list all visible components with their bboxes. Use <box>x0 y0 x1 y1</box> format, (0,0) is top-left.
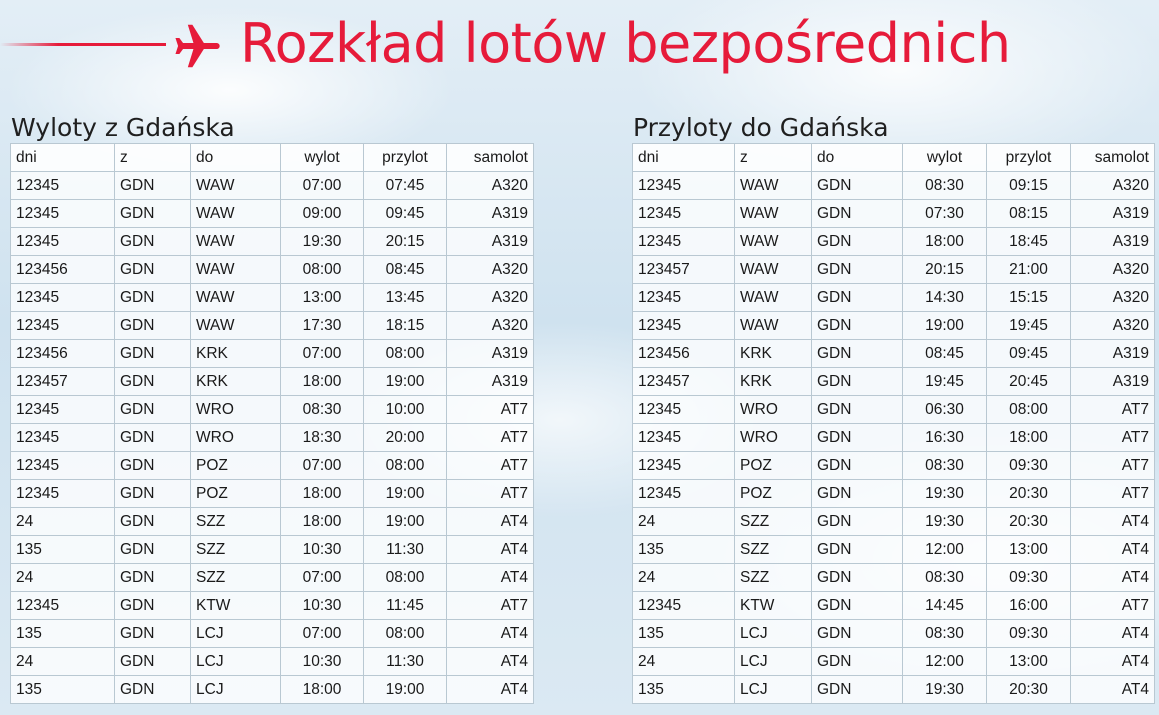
cell-to: GDN <box>812 200 903 228</box>
table-header-row <box>633 144 1155 172</box>
table-row <box>11 312 534 340</box>
cell-from: KRK <box>735 368 812 396</box>
cell-aircraft: AT7 <box>447 592 534 620</box>
cell-days: 12345 <box>11 228 115 256</box>
cell-to: WAW <box>191 228 281 256</box>
table-row <box>633 256 1155 284</box>
cell-aircraft: A320 <box>447 256 534 284</box>
cell-arrival: 08:15 <box>987 200 1071 228</box>
cell-departure: 19:45 <box>903 368 987 396</box>
cell-aircraft: A319 <box>1071 340 1155 368</box>
cell-departure: 18:00 <box>903 228 987 256</box>
cell-arrival: 09:30 <box>987 452 1071 480</box>
cell-to: WAW <box>191 200 281 228</box>
cell-departure: 08:30 <box>903 452 987 480</box>
column-header-days: dni <box>633 144 735 172</box>
cell-days: 123456 <box>11 256 115 284</box>
cell-aircraft: A319 <box>1071 228 1155 256</box>
table-row <box>633 508 1155 536</box>
cell-aircraft: AT4 <box>1071 536 1155 564</box>
cell-to: GDN <box>812 592 903 620</box>
cell-to: LCJ <box>191 648 281 676</box>
table-row <box>633 592 1155 620</box>
cell-aircraft: A320 <box>447 172 534 200</box>
cell-from: WAW <box>735 172 812 200</box>
cell-days: 123456 <box>633 340 735 368</box>
cell-departure: 10:30 <box>281 536 364 564</box>
cell-from: WRO <box>735 424 812 452</box>
cell-departure: 07:00 <box>281 340 364 368</box>
cell-aircraft: AT7 <box>1071 424 1155 452</box>
cell-arrival: 07:45 <box>364 172 447 200</box>
cell-arrival: 20:00 <box>364 424 447 452</box>
cell-to: GDN <box>812 648 903 676</box>
cell-arrival: 13:00 <box>987 648 1071 676</box>
cell-to: GDN <box>812 508 903 536</box>
arrivals-title: Przyloty do Gdańska <box>633 113 889 142</box>
cell-arrival: 20:30 <box>987 480 1071 508</box>
cell-arrival: 11:45 <box>364 592 447 620</box>
table-header-row <box>11 144 534 172</box>
cell-aircraft: AT4 <box>1071 676 1155 704</box>
cell-departure: 07:00 <box>281 172 364 200</box>
cell-departure: 08:30 <box>903 620 987 648</box>
cell-to: GDN <box>812 452 903 480</box>
cell-departure: 19:30 <box>281 228 364 256</box>
cell-arrival: 20:15 <box>364 228 447 256</box>
airplane-icon <box>172 20 224 72</box>
cell-departure: 10:30 <box>281 592 364 620</box>
cell-days: 12345 <box>11 312 115 340</box>
cell-days: 12345 <box>11 452 115 480</box>
cell-days: 24 <box>633 508 735 536</box>
column-header-arrival: przylot <box>364 144 447 172</box>
cell-to: GDN <box>812 172 903 200</box>
cell-days: 135 <box>633 536 735 564</box>
cell-days: 24 <box>11 508 115 536</box>
cell-from: GDN <box>115 592 191 620</box>
cell-days: 12345 <box>11 480 115 508</box>
cell-arrival: 21:00 <box>987 256 1071 284</box>
cell-departure: 13:00 <box>281 284 364 312</box>
column-header-departure: wylot <box>903 144 987 172</box>
cell-aircraft: A320 <box>447 284 534 312</box>
cell-from: WAW <box>735 284 812 312</box>
cell-days: 12345 <box>633 396 735 424</box>
table-row <box>11 536 534 564</box>
cell-arrival: 11:30 <box>364 536 447 564</box>
table-row <box>633 172 1155 200</box>
table-row <box>11 228 534 256</box>
column-header-arrival: przylot <box>987 144 1071 172</box>
table-row <box>11 340 534 368</box>
cell-days: 12345 <box>633 592 735 620</box>
cell-to: GDN <box>812 312 903 340</box>
cell-departure: 18:00 <box>281 676 364 704</box>
cell-to: LCJ <box>191 620 281 648</box>
cell-days: 135 <box>11 676 115 704</box>
departures-title: Wyloty z Gdańska <box>11 113 235 142</box>
cell-from: KTW <box>735 592 812 620</box>
cell-arrival: 16:00 <box>987 592 1071 620</box>
table-row <box>11 172 534 200</box>
cell-departure: 08:45 <box>903 340 987 368</box>
cell-to: POZ <box>191 480 281 508</box>
cell-from: GDN <box>115 228 191 256</box>
cell-arrival: 20:30 <box>987 676 1071 704</box>
table-row <box>11 256 534 284</box>
cell-from: POZ <box>735 480 812 508</box>
cell-days: 123457 <box>11 368 115 396</box>
table-row <box>11 396 534 424</box>
cell-arrival: 13:45 <box>364 284 447 312</box>
cell-aircraft: A319 <box>1071 200 1155 228</box>
cell-to: WRO <box>191 396 281 424</box>
cell-from: GDN <box>115 508 191 536</box>
cell-arrival: 18:45 <box>987 228 1071 256</box>
cell-from: WAW <box>735 256 812 284</box>
cell-arrival: 19:00 <box>364 508 447 536</box>
cell-to: GDN <box>812 676 903 704</box>
cell-days: 12345 <box>633 424 735 452</box>
cell-aircraft: AT7 <box>1071 396 1155 424</box>
cell-departure: 17:30 <box>281 312 364 340</box>
cell-days: 135 <box>11 536 115 564</box>
table-row <box>11 200 534 228</box>
cell-departure: 14:45 <box>903 592 987 620</box>
column-header-to: do <box>812 144 903 172</box>
table-row <box>11 648 534 676</box>
cell-from: WAW <box>735 200 812 228</box>
cell-to: SZZ <box>191 536 281 564</box>
cell-arrival: 09:30 <box>987 564 1071 592</box>
cell-arrival: 09:45 <box>364 200 447 228</box>
cell-to: WAW <box>191 312 281 340</box>
arrivals-table <box>632 143 1155 704</box>
cell-from: KRK <box>735 340 812 368</box>
cell-from: GDN <box>115 396 191 424</box>
cell-aircraft: AT4 <box>447 564 534 592</box>
cell-to: GDN <box>812 564 903 592</box>
cell-days: 12345 <box>633 200 735 228</box>
cell-aircraft: AT4 <box>447 620 534 648</box>
table-row <box>633 340 1155 368</box>
cell-aircraft: A319 <box>447 228 534 256</box>
cell-departure: 08:30 <box>903 172 987 200</box>
cell-to: GDN <box>812 284 903 312</box>
cell-arrival: 08:00 <box>364 620 447 648</box>
cell-to: GDN <box>812 620 903 648</box>
table-row <box>633 620 1155 648</box>
cell-to: KTW <box>191 592 281 620</box>
cell-aircraft: A319 <box>447 200 534 228</box>
cell-departure: 06:30 <box>903 396 987 424</box>
cell-to: SZZ <box>191 564 281 592</box>
table-row <box>633 396 1155 424</box>
cell-arrival: 08:00 <box>364 452 447 480</box>
cell-aircraft: AT7 <box>1071 480 1155 508</box>
cell-to: WAW <box>191 256 281 284</box>
cell-from: GDN <box>115 536 191 564</box>
cell-to: WRO <box>191 424 281 452</box>
cell-days: 12345 <box>633 228 735 256</box>
cell-days: 12345 <box>633 452 735 480</box>
cell-aircraft: AT4 <box>447 536 534 564</box>
cell-to: GDN <box>812 228 903 256</box>
cell-departure: 08:30 <box>903 564 987 592</box>
table-row <box>633 368 1155 396</box>
cell-departure: 07:30 <box>903 200 987 228</box>
table-row <box>11 564 534 592</box>
cell-from: LCJ <box>735 620 812 648</box>
table-row <box>11 368 534 396</box>
cell-departure: 19:30 <box>903 480 987 508</box>
departures-section <box>10 113 534 704</box>
cell-from: LCJ <box>735 648 812 676</box>
cell-departure: 09:00 <box>281 200 364 228</box>
table-row <box>11 424 534 452</box>
cell-to: GDN <box>812 424 903 452</box>
table-row <box>11 480 534 508</box>
cell-aircraft: AT4 <box>447 676 534 704</box>
cell-departure: 07:00 <box>281 564 364 592</box>
table-row <box>11 676 534 704</box>
column-header-to: do <box>191 144 281 172</box>
cell-from: SZZ <box>735 508 812 536</box>
cell-aircraft: A319 <box>447 368 534 396</box>
cell-arrival: 19:45 <box>987 312 1071 340</box>
page-title: Rozkład lotów bezpośrednich <box>240 12 1011 75</box>
cell-from: GDN <box>115 452 191 480</box>
cell-arrival: 13:00 <box>987 536 1071 564</box>
cell-from: GDN <box>115 564 191 592</box>
cell-to: WAW <box>191 172 281 200</box>
cell-from: WAW <box>735 228 812 256</box>
cell-from: GDN <box>115 648 191 676</box>
cell-days: 24 <box>633 564 735 592</box>
cell-aircraft: A320 <box>447 312 534 340</box>
cell-days: 24 <box>11 648 115 676</box>
table-row <box>11 284 534 312</box>
cell-from: GDN <box>115 340 191 368</box>
cell-departure: 10:30 <box>281 648 364 676</box>
cell-departure: 08:00 <box>281 256 364 284</box>
column-header-aircraft: samolot <box>447 144 534 172</box>
page-header <box>0 0 1159 95</box>
cell-from: GDN <box>115 480 191 508</box>
cell-arrival: 09:30 <box>987 620 1071 648</box>
column-header-aircraft: samolot <box>1071 144 1155 172</box>
table-row <box>633 228 1155 256</box>
cell-to: GDN <box>812 368 903 396</box>
table-row <box>633 424 1155 452</box>
cell-to: POZ <box>191 452 281 480</box>
cell-to: GDN <box>812 396 903 424</box>
column-header-from: z <box>735 144 812 172</box>
table-row <box>633 284 1155 312</box>
cell-arrival: 20:45 <box>987 368 1071 396</box>
cell-to: SZZ <box>191 508 281 536</box>
cell-departure: 07:00 <box>281 452 364 480</box>
cell-aircraft: A319 <box>1071 368 1155 396</box>
column-header-departure: wylot <box>281 144 364 172</box>
cell-arrival: 20:30 <box>987 508 1071 536</box>
table-row <box>11 592 534 620</box>
table-row <box>11 508 534 536</box>
cell-to: GDN <box>812 256 903 284</box>
table-row <box>11 452 534 480</box>
cell-days: 12345 <box>633 312 735 340</box>
cell-arrival: 10:00 <box>364 396 447 424</box>
table-row <box>633 536 1155 564</box>
cell-aircraft: AT7 <box>447 396 534 424</box>
cell-departure: 12:00 <box>903 648 987 676</box>
cell-arrival: 19:00 <box>364 480 447 508</box>
cell-days: 24 <box>633 648 735 676</box>
cell-departure: 20:15 <box>903 256 987 284</box>
table-row <box>11 620 534 648</box>
cell-days: 12345 <box>11 396 115 424</box>
cell-aircraft: AT7 <box>447 452 534 480</box>
cell-aircraft: A320 <box>1071 256 1155 284</box>
cell-aircraft: AT7 <box>1071 452 1155 480</box>
cell-departure: 18:00 <box>281 508 364 536</box>
cell-departure: 19:00 <box>903 312 987 340</box>
table-row <box>633 312 1155 340</box>
cell-arrival: 18:00 <box>987 424 1071 452</box>
table-row <box>633 452 1155 480</box>
cell-days: 135 <box>633 620 735 648</box>
cell-aircraft: AT7 <box>447 480 534 508</box>
cell-days: 12345 <box>633 284 735 312</box>
cell-to: WAW <box>191 284 281 312</box>
cell-departure: 19:30 <box>903 676 987 704</box>
table-row <box>633 564 1155 592</box>
cell-days: 123456 <box>11 340 115 368</box>
cell-departure: 08:30 <box>281 396 364 424</box>
cell-from: GDN <box>115 172 191 200</box>
cell-days: 12345 <box>633 480 735 508</box>
cell-days: 12345 <box>11 200 115 228</box>
cell-from: SZZ <box>735 564 812 592</box>
cell-aircraft: A319 <box>447 340 534 368</box>
cell-aircraft: AT4 <box>1071 648 1155 676</box>
cell-days: 123457 <box>633 256 735 284</box>
cell-arrival: 09:15 <box>987 172 1071 200</box>
arrivals-section <box>632 113 1155 704</box>
cell-aircraft: AT7 <box>1071 592 1155 620</box>
table-row <box>633 648 1155 676</box>
cell-to: GDN <box>812 480 903 508</box>
table-row <box>633 200 1155 228</box>
cell-departure: 14:30 <box>903 284 987 312</box>
cell-from: GDN <box>115 256 191 284</box>
column-header-days: dni <box>11 144 115 172</box>
cell-arrival: 09:45 <box>987 340 1071 368</box>
cell-departure: 18:00 <box>281 368 364 396</box>
cell-days: 12345 <box>11 424 115 452</box>
cell-from: GDN <box>115 620 191 648</box>
cell-from: GDN <box>115 284 191 312</box>
cell-aircraft: AT4 <box>447 648 534 676</box>
cell-from: WAW <box>735 312 812 340</box>
cell-from: GDN <box>115 676 191 704</box>
cell-arrival: 08:00 <box>364 340 447 368</box>
cell-departure: 07:00 <box>281 620 364 648</box>
cell-aircraft: AT4 <box>1071 508 1155 536</box>
cell-departure: 18:00 <box>281 480 364 508</box>
cell-aircraft: AT4 <box>1071 620 1155 648</box>
table-row <box>633 480 1155 508</box>
cell-days: 12345 <box>11 284 115 312</box>
cell-to: LCJ <box>191 676 281 704</box>
cell-days: 12345 <box>633 172 735 200</box>
cell-aircraft: AT4 <box>1071 564 1155 592</box>
cell-from: LCJ <box>735 676 812 704</box>
cell-arrival: 15:15 <box>987 284 1071 312</box>
cell-arrival: 19:00 <box>364 676 447 704</box>
cell-arrival: 08:45 <box>364 256 447 284</box>
cell-to: GDN <box>812 536 903 564</box>
cell-departure: 16:30 <box>903 424 987 452</box>
cell-from: POZ <box>735 452 812 480</box>
cell-days: 135 <box>11 620 115 648</box>
cell-to: KRK <box>191 340 281 368</box>
cell-arrival: 08:00 <box>987 396 1071 424</box>
cell-days: 135 <box>633 676 735 704</box>
cell-from: GDN <box>115 312 191 340</box>
table-row <box>633 676 1155 704</box>
departures-table <box>10 143 534 704</box>
cell-aircraft: AT7 <box>447 424 534 452</box>
cell-arrival: 08:00 <box>364 564 447 592</box>
cell-aircraft: AT4 <box>447 508 534 536</box>
cell-days: 12345 <box>11 172 115 200</box>
column-header-from: z <box>115 144 191 172</box>
cell-days: 123457 <box>633 368 735 396</box>
cell-arrival: 11:30 <box>364 648 447 676</box>
cell-arrival: 19:00 <box>364 368 447 396</box>
cell-aircraft: A320 <box>1071 312 1155 340</box>
cell-from: GDN <box>115 368 191 396</box>
cell-from: GDN <box>115 424 191 452</box>
cell-to: GDN <box>812 340 903 368</box>
cell-aircraft: A320 <box>1071 284 1155 312</box>
cell-from: WRO <box>735 396 812 424</box>
header-decorative-line <box>0 43 166 46</box>
cell-departure: 19:30 <box>903 508 987 536</box>
cell-departure: 18:30 <box>281 424 364 452</box>
cell-arrival: 18:15 <box>364 312 447 340</box>
cell-aircraft: A320 <box>1071 172 1155 200</box>
cell-from: SZZ <box>735 536 812 564</box>
cell-days: 12345 <box>11 592 115 620</box>
cell-departure: 12:00 <box>903 536 987 564</box>
cell-from: GDN <box>115 200 191 228</box>
cell-to: KRK <box>191 368 281 396</box>
cell-days: 24 <box>11 564 115 592</box>
